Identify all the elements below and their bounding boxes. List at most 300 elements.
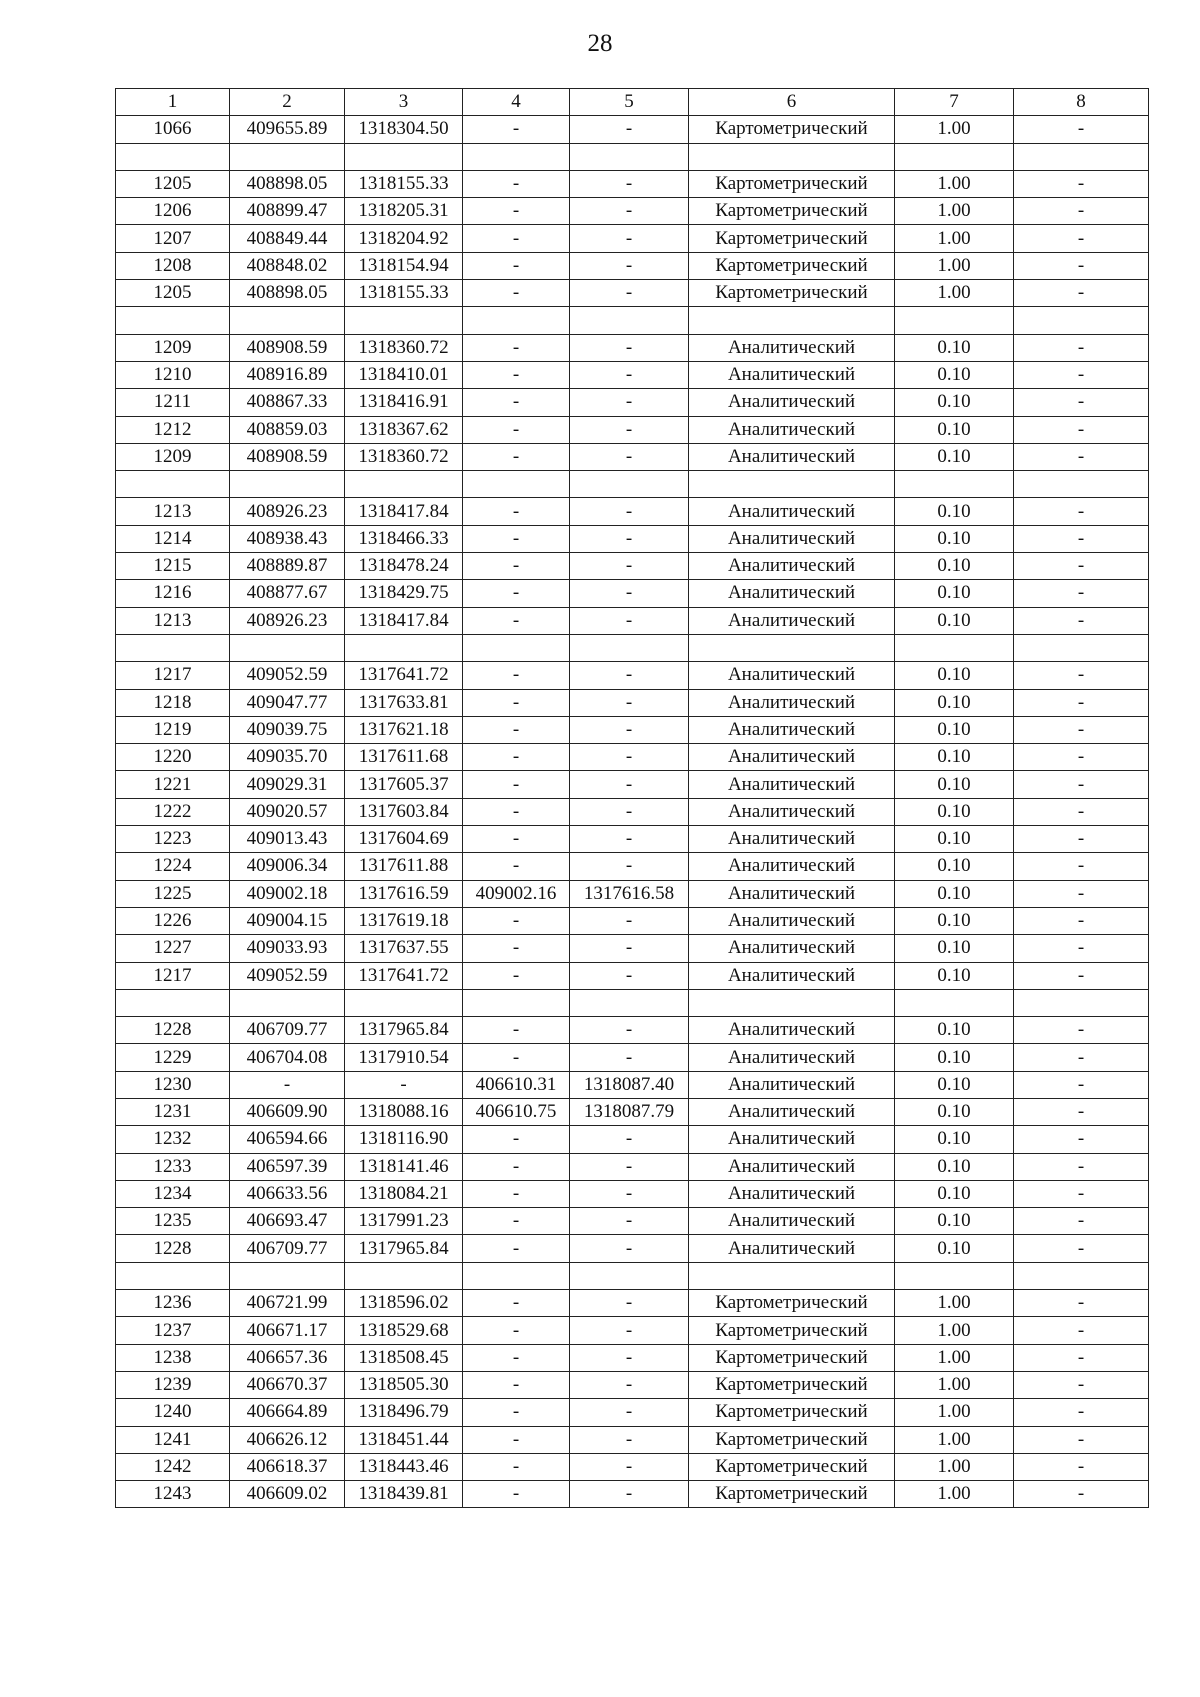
table-cell: 0.10 [895, 853, 1014, 880]
table-cell: - [1014, 962, 1149, 989]
table-cell: - [463, 1453, 570, 1480]
header-cell: 3 [345, 89, 463, 116]
table-cell: - [463, 689, 570, 716]
table-cell: 1234 [116, 1180, 230, 1207]
table-cell: 1.00 [895, 1426, 1014, 1453]
table-cell: 1212 [116, 416, 230, 443]
table-cell: - [1014, 689, 1149, 716]
table-cell [1014, 143, 1149, 170]
table-cell: - [463, 1344, 570, 1371]
table-cell: - [570, 443, 689, 470]
table-cell: - [463, 662, 570, 689]
table-cell: Аналитический [689, 443, 895, 470]
table-cell: Аналитический [689, 1071, 895, 1098]
table-cell [230, 471, 345, 498]
table-cell: Аналитический [689, 389, 895, 416]
table-cell [116, 634, 230, 661]
table-cell: - [463, 798, 570, 825]
separator-row [116, 1262, 1149, 1289]
table-cell [230, 1262, 345, 1289]
table-cell: 1.00 [895, 116, 1014, 143]
table-cell: 406709.77 [230, 1017, 345, 1044]
header-cell: 2 [230, 89, 345, 116]
table-row [116, 525, 1149, 552]
table-cell: 1.00 [895, 252, 1014, 279]
table-cell: 1206 [116, 198, 230, 225]
table-cell: Аналитический [689, 1208, 895, 1235]
table-cell: - [570, 280, 689, 307]
table-cell: 409013.43 [230, 826, 345, 853]
table-cell: Картометрический [689, 116, 895, 143]
table-cell: 0.10 [895, 689, 1014, 716]
table-cell: Аналитический [689, 1044, 895, 1071]
table-cell: - [1014, 443, 1149, 470]
table-cell: 1317965.84 [345, 1235, 463, 1262]
table-cell: Аналитический [689, 361, 895, 388]
table-cell: - [1014, 1426, 1149, 1453]
table-cell: 408938.43 [230, 525, 345, 552]
table-cell: 1317641.72 [345, 962, 463, 989]
table-cell: 409033.93 [230, 935, 345, 962]
table-cell: Аналитический [689, 826, 895, 853]
table-cell: 1317611.88 [345, 853, 463, 880]
table-cell: - [1014, 1344, 1149, 1371]
table-cell [570, 634, 689, 661]
table-cell: - [1014, 662, 1149, 689]
table-cell: - [1014, 170, 1149, 197]
table-cell: - [463, 334, 570, 361]
table-cell: Аналитический [689, 907, 895, 934]
table-cell [570, 989, 689, 1016]
table-cell: 1317991.23 [345, 1208, 463, 1235]
table-cell [895, 471, 1014, 498]
table-cell: - [463, 1208, 570, 1235]
table-row [116, 935, 1149, 962]
table-cell: - [463, 1290, 570, 1317]
table-cell: 1317616.58 [570, 880, 689, 907]
table-cell: 0.10 [895, 416, 1014, 443]
table-cell: - [570, 1044, 689, 1071]
table-cell: 408916.89 [230, 361, 345, 388]
table-cell: 1225 [116, 880, 230, 907]
table-cell [1014, 634, 1149, 661]
table-cell: Картометрический [689, 1453, 895, 1480]
table-cell: 0.10 [895, 1071, 1014, 1098]
table-cell: 0.10 [895, 607, 1014, 634]
table-cell [895, 1262, 1014, 1289]
table-cell: 0.10 [895, 1098, 1014, 1125]
table-cell: 0.10 [895, 1208, 1014, 1235]
header-cell: 7 [895, 89, 1014, 116]
table-header-row [116, 89, 1149, 116]
table-cell: 1.00 [895, 1290, 1014, 1317]
table-cell: - [570, 935, 689, 962]
table-cell: 0.10 [895, 1180, 1014, 1207]
separator-row [116, 471, 1149, 498]
table-cell: Картометрический [689, 1399, 895, 1426]
table-cell: - [1014, 1481, 1149, 1508]
table-cell: - [1014, 1017, 1149, 1044]
table-row [116, 607, 1149, 634]
table-cell: - [1014, 580, 1149, 607]
table-cell: 1318410.01 [345, 361, 463, 388]
table-cell: 1318529.68 [345, 1317, 463, 1344]
table-cell: Картометрический [689, 170, 895, 197]
table-cell: 408877.67 [230, 580, 345, 607]
table-cell: - [463, 198, 570, 225]
table-cell: 409006.34 [230, 853, 345, 880]
table-cell: - [463, 744, 570, 771]
table-row [116, 1153, 1149, 1180]
table-cell: 1318205.31 [345, 198, 463, 225]
table-cell: 406597.39 [230, 1153, 345, 1180]
table-cell: - [463, 962, 570, 989]
table-cell: 1318304.50 [345, 116, 463, 143]
table-cell: 1243 [116, 1481, 230, 1508]
table-cell: Аналитический [689, 771, 895, 798]
table-cell: 0.10 [895, 525, 1014, 552]
table-cell: Картометрический [689, 1371, 895, 1398]
table-cell: 1318084.21 [345, 1180, 463, 1207]
table-cell: 1.00 [895, 1317, 1014, 1344]
table-cell [1014, 1262, 1149, 1289]
table-cell: 1318596.02 [345, 1290, 463, 1317]
table-cell: 1224 [116, 853, 230, 880]
table-cell [116, 307, 230, 334]
table-cell [570, 143, 689, 170]
table-cell: - [570, 853, 689, 880]
table-cell: - [570, 361, 689, 388]
table-cell: - [1014, 252, 1149, 279]
table-cell: - [570, 1344, 689, 1371]
table-cell: 0.10 [895, 935, 1014, 962]
table-cell: 1318417.84 [345, 607, 463, 634]
table-cell: - [463, 525, 570, 552]
table-cell: - [570, 907, 689, 934]
table-cell: 1240 [116, 1399, 230, 1426]
table-cell: 1232 [116, 1126, 230, 1153]
table-cell [895, 143, 1014, 170]
table-cell: 1318154.94 [345, 252, 463, 279]
table-cell: 0.10 [895, 1017, 1014, 1044]
table-cell: 0.10 [895, 880, 1014, 907]
table-cell: 1228 [116, 1017, 230, 1044]
table-cell: 0.10 [895, 907, 1014, 934]
table-cell: 0.10 [895, 798, 1014, 825]
table-cell: - [570, 1126, 689, 1153]
table-cell: - [570, 580, 689, 607]
table-cell: Аналитический [689, 1180, 895, 1207]
table-cell [230, 989, 345, 1016]
table-cell: 1.00 [895, 1371, 1014, 1398]
table-cell: 1318508.45 [345, 1344, 463, 1371]
table-row [116, 962, 1149, 989]
table-cell: 1318439.81 [345, 1481, 463, 1508]
table-cell: 1233 [116, 1153, 230, 1180]
table-row [116, 252, 1149, 279]
table-cell: 1.00 [895, 280, 1014, 307]
table-row [116, 1317, 1149, 1344]
table-cell: 0.10 [895, 498, 1014, 525]
table-cell: - [1014, 744, 1149, 771]
table-cell [689, 471, 895, 498]
table-cell: 409052.59 [230, 662, 345, 689]
table-cell: - [463, 607, 570, 634]
table-cell: 408926.23 [230, 498, 345, 525]
table-cell: - [570, 798, 689, 825]
table-cell: 1235 [116, 1208, 230, 1235]
table-cell: Картометрический [689, 1426, 895, 1453]
table-cell: Картометрический [689, 198, 895, 225]
table-cell: 408908.59 [230, 334, 345, 361]
table-cell: - [570, 389, 689, 416]
table-cell: - [1014, 1290, 1149, 1317]
table-cell: 406610.31 [463, 1071, 570, 1098]
table-cell: - [1014, 416, 1149, 443]
table-cell: 409002.16 [463, 880, 570, 907]
table-cell: 1318155.33 [345, 280, 463, 307]
separator-row [116, 307, 1149, 334]
header-cell: 5 [570, 89, 689, 116]
table-cell: - [463, 498, 570, 525]
table-row [116, 907, 1149, 934]
table-cell: - [1014, 1126, 1149, 1153]
table-cell: - [463, 116, 570, 143]
table-cell: - [570, 525, 689, 552]
table-row [116, 170, 1149, 197]
table-row [116, 416, 1149, 443]
table-cell: 0.10 [895, 361, 1014, 388]
table-cell [345, 989, 463, 1016]
table-cell: Аналитический [689, 716, 895, 743]
table-cell [345, 634, 463, 661]
table-row [116, 1290, 1149, 1317]
table-cell: Аналитический [689, 553, 895, 580]
table-cell [345, 143, 463, 170]
table-cell: 406693.47 [230, 1208, 345, 1235]
table-cell [570, 471, 689, 498]
table-cell: 408848.02 [230, 252, 345, 279]
table-cell: 1239 [116, 1371, 230, 1398]
table-cell: 406670.37 [230, 1371, 345, 1398]
table-cell: 1318141.46 [345, 1153, 463, 1180]
table-cell: - [463, 443, 570, 470]
table-cell [1014, 307, 1149, 334]
header-cell: 8 [1014, 89, 1149, 116]
table-cell: Аналитический [689, 498, 895, 525]
table-cell: 1317633.81 [345, 689, 463, 716]
table-cell: - [1014, 389, 1149, 416]
table-cell: 1223 [116, 826, 230, 853]
table-cell: - [1014, 198, 1149, 225]
table-cell: - [463, 1180, 570, 1207]
table-cell: 1237 [116, 1317, 230, 1344]
table-cell: 0.10 [895, 771, 1014, 798]
table-cell: Аналитический [689, 525, 895, 552]
table-cell: - [1014, 1399, 1149, 1426]
table-cell: - [570, 744, 689, 771]
table-cell: 1317605.37 [345, 771, 463, 798]
table-cell: - [570, 1153, 689, 1180]
table-cell: Аналитический [689, 880, 895, 907]
table-cell [570, 1262, 689, 1289]
table-cell: - [1014, 498, 1149, 525]
table-cell: 406721.99 [230, 1290, 345, 1317]
table-row [116, 116, 1149, 143]
table-cell: 1215 [116, 553, 230, 580]
table-cell: Аналитический [689, 416, 895, 443]
table-cell: - [570, 1290, 689, 1317]
table-cell: 0.10 [895, 1126, 1014, 1153]
table-cell: 0.10 [895, 716, 1014, 743]
table-cell: 0.10 [895, 962, 1014, 989]
table-cell: 1318496.79 [345, 1399, 463, 1426]
table-cell: - [463, 1235, 570, 1262]
table-cell: 1318360.72 [345, 334, 463, 361]
table-cell: - [570, 1180, 689, 1207]
table-cell: 1217 [116, 962, 230, 989]
table-cell: 1214 [116, 525, 230, 552]
table-cell: 1210 [116, 361, 230, 388]
table-cell: 1.00 [895, 1344, 1014, 1371]
table-cell [689, 307, 895, 334]
table-row [116, 853, 1149, 880]
table-cell: 1238 [116, 1344, 230, 1371]
table-cell: - [463, 225, 570, 252]
table-cell: Аналитический [689, 689, 895, 716]
table-cell: 409029.31 [230, 771, 345, 798]
table-cell [345, 1262, 463, 1289]
table-cell: 408908.59 [230, 443, 345, 470]
table-cell: - [1014, 116, 1149, 143]
table-cell: 0.10 [895, 662, 1014, 689]
table-cell: 1317910.54 [345, 1044, 463, 1071]
table-cell: 1205 [116, 170, 230, 197]
table-cell: Аналитический [689, 1098, 895, 1125]
table-cell: - [463, 580, 570, 607]
table-cell: - [463, 252, 570, 279]
table-cell: - [1014, 1044, 1149, 1071]
table-cell: 406609.90 [230, 1098, 345, 1125]
table-cell: - [1014, 334, 1149, 361]
table-cell: 0.10 [895, 553, 1014, 580]
table-cell [345, 471, 463, 498]
table-cell: - [1014, 1071, 1149, 1098]
table-cell: 406626.12 [230, 1426, 345, 1453]
table-cell: Аналитический [689, 1235, 895, 1262]
table-cell: - [1014, 361, 1149, 388]
table-cell: - [1014, 1453, 1149, 1480]
table-cell: 406610.75 [463, 1098, 570, 1125]
table-cell: 408898.05 [230, 170, 345, 197]
table-cell: - [463, 280, 570, 307]
table-row [116, 744, 1149, 771]
table-cell: 409020.57 [230, 798, 345, 825]
table-cell: - [570, 1426, 689, 1453]
table-cell [230, 143, 345, 170]
table-cell [689, 989, 895, 1016]
table-cell: - [1014, 1153, 1149, 1180]
table-cell: - [570, 198, 689, 225]
table-cell: - [463, 826, 570, 853]
table-cell: - [463, 1017, 570, 1044]
table-row [116, 280, 1149, 307]
table-row [116, 1044, 1149, 1071]
table-row [116, 1371, 1149, 1398]
table-cell: - [570, 1208, 689, 1235]
table-cell: 1.00 [895, 198, 1014, 225]
table-cell: - [570, 1017, 689, 1044]
table-cell: - [463, 1317, 570, 1344]
table-row [116, 361, 1149, 388]
table-cell: - [463, 771, 570, 798]
table-row [116, 1235, 1149, 1262]
table-cell: - [570, 826, 689, 853]
table-row [116, 1426, 1149, 1453]
table-cell [689, 1262, 895, 1289]
table-cell: 406594.66 [230, 1126, 345, 1153]
table-cell: - [1014, 880, 1149, 907]
table-cell [116, 989, 230, 1016]
table-cell: 1230 [116, 1071, 230, 1098]
table-cell: 1226 [116, 907, 230, 934]
table-cell: - [570, 334, 689, 361]
table-cell: 1318155.33 [345, 170, 463, 197]
table-cell: 1318466.33 [345, 525, 463, 552]
table-cell: - [570, 1399, 689, 1426]
table-cell: 406704.08 [230, 1044, 345, 1071]
table-cell: 1227 [116, 935, 230, 962]
table-cell: - [570, 1481, 689, 1508]
table-cell: 408898.05 [230, 280, 345, 307]
table-cell: 1317965.84 [345, 1017, 463, 1044]
table-cell: 1318417.84 [345, 498, 463, 525]
table-cell [463, 307, 570, 334]
table-cell: - [463, 1481, 570, 1508]
table-cell: 1213 [116, 607, 230, 634]
table-cell: - [570, 1235, 689, 1262]
table-cell: 0.10 [895, 744, 1014, 771]
table-cell: - [1014, 716, 1149, 743]
table-cell: - [570, 716, 689, 743]
table-cell: - [463, 853, 570, 880]
table-cell: 1218 [116, 689, 230, 716]
table-cell: 0.10 [895, 443, 1014, 470]
table-cell: 1317604.69 [345, 826, 463, 853]
table-cell: Картометрический [689, 1481, 895, 1508]
table-cell [689, 634, 895, 661]
table-cell: - [1014, 853, 1149, 880]
table-cell: 408867.33 [230, 389, 345, 416]
table-cell: 0.10 [895, 580, 1014, 607]
table-cell: - [570, 498, 689, 525]
table-cell: 1236 [116, 1290, 230, 1317]
table-row [116, 1180, 1149, 1207]
table-cell: 1318204.92 [345, 225, 463, 252]
table-cell: - [1014, 798, 1149, 825]
table-cell: 406618.37 [230, 1453, 345, 1480]
table-cell: - [570, 962, 689, 989]
table-cell [463, 1262, 570, 1289]
table-cell: 0.10 [895, 1153, 1014, 1180]
table-cell: 1205 [116, 280, 230, 307]
table-cell: 1318505.30 [345, 1371, 463, 1398]
table-cell: - [570, 416, 689, 443]
table-cell: 1318367.62 [345, 416, 463, 443]
table-cell: - [570, 689, 689, 716]
table-cell: 1213 [116, 498, 230, 525]
table-cell: 1318451.44 [345, 1426, 463, 1453]
